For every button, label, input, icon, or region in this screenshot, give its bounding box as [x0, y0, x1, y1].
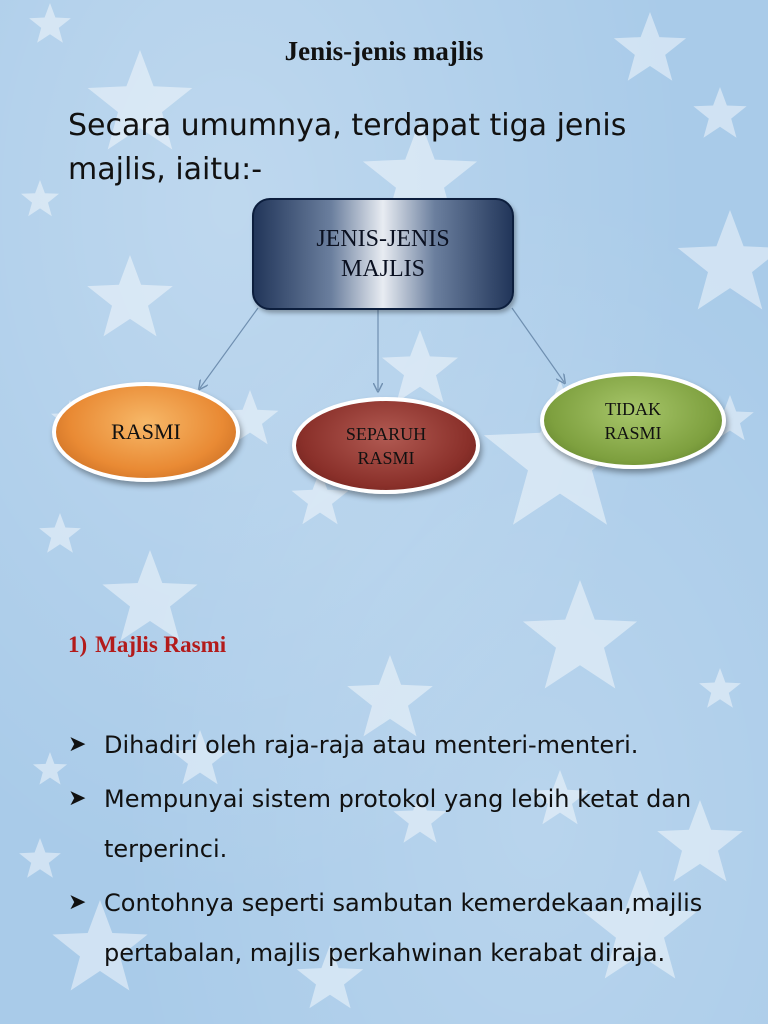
list-item — [68, 774, 718, 874]
root-node-jenis-jenis-majlis — [252, 198, 514, 310]
connector-rasmi — [200, 308, 258, 388]
list-item — [68, 878, 718, 978]
list-item — [68, 720, 718, 770]
arrow-right-icon: ➤ — [68, 890, 87, 915]
connector-tidak-rasmi — [512, 308, 564, 382]
node-rasmi — [52, 382, 240, 482]
root-node-line2: MAJLIS — [340, 256, 425, 282]
node-rasmi-line1: RASMI — [111, 419, 181, 444]
bullet-text: Dihadiri oleh raja-raja atau menteri-menteri. — [104, 731, 639, 759]
node-tidak-rasmi-line1: TIDAK — [604, 398, 661, 419]
node-separuh-rasmi-line2: RASMI — [357, 447, 415, 468]
section-number: 1) — [68, 632, 88, 657]
bullet-list — [68, 720, 718, 982]
bullet-text: Contohnya seperti sambutan kemerdekaan,majlis pertabalan, majlis perkahwinan kerabat diraja. — [104, 889, 703, 967]
intro-text: Secara umumnya, terdapat tiga jenis majlis, iaitu:- — [68, 108, 627, 187]
node-tidak-rasmi — [540, 372, 726, 469]
bullet-text: Mempunyai sistem protokol yang lebih ketat dan terperinci. — [104, 785, 692, 863]
arrow-right-icon: ➤ — [68, 732, 87, 757]
node-tidak-rasmi-line2: RASMI — [604, 422, 662, 443]
section-heading — [68, 632, 226, 658]
node-separuh-rasmi-line1: SEPARUH — [345, 423, 427, 444]
arrow-right-icon: ➤ — [68, 786, 87, 811]
slide-title: Jenis-jenis majlis — [284, 36, 484, 66]
section-heading-text: Majlis Rasmi — [95, 632, 227, 657]
node-separuh-rasmi — [292, 397, 480, 494]
root-node-line1: JENIS-JENIS — [316, 226, 450, 252]
